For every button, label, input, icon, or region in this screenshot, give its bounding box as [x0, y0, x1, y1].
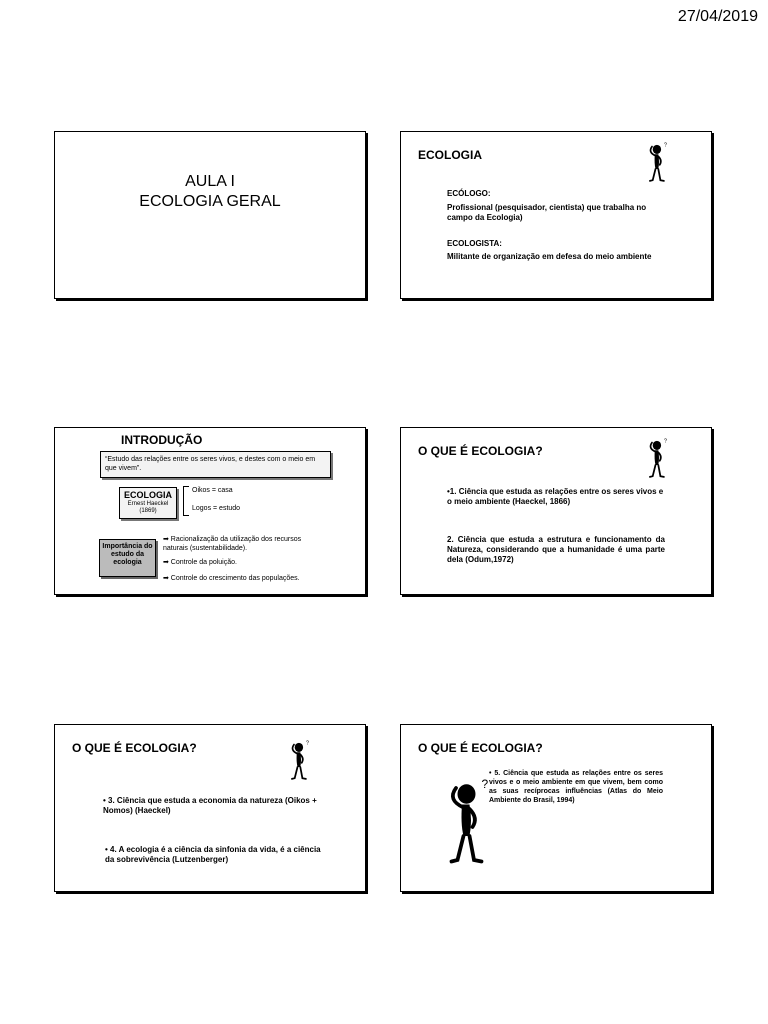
slide-o-que-e-ecologia-2	[54, 724, 366, 892]
slide-heading: ECOLOGIA	[418, 148, 483, 162]
definition-item-4: • 4. A ecologia é a ciência da sinfonia da vida, é a ciência da sobrevivência (Lutzenberger)	[105, 845, 321, 864]
thinking-figure-icon	[287, 735, 315, 785]
slide-heading: O QUE É ECOLOGIA?	[418, 741, 543, 755]
oikos-definition: Oikos = casa	[192, 487, 233, 494]
importance-bullet-1: ➡ Racionalização da utilização dos recursos naturais (sustentabilidade).	[163, 536, 302, 552]
logos-definition: Logos = estudo	[192, 505, 241, 512]
title-line-1: AULA I	[185, 173, 235, 190]
author-name: Ernest Haeckel	[127, 501, 169, 507]
slide-o-que-e-ecologia-1	[400, 427, 712, 595]
ecologo-definition: Profissional (pesquisador, cientista) que trabalha no campo da Ecologia)	[447, 203, 647, 222]
importance-box: Importância do estudo da ecologia	[99, 539, 156, 577]
importance-bullet-3: ➡ Controle do crescimento das populações.	[163, 575, 300, 582]
ecologia-label: ECOLOGIA	[123, 490, 172, 500]
slide-o-que-e-ecologia-3	[400, 724, 712, 892]
definition-item-1: •1. Ciência que estuda as relações entre os seres vivos e o meio ambiente (Haeckel, 1866)	[447, 487, 664, 506]
importance-bullet-2: ➡ Controle da poluição.	[163, 559, 237, 566]
page-date: 27/04/2019	[677, 8, 758, 25]
ecologia-box	[119, 487, 177, 519]
definition-item-3: • 3. Ciência que estuda a economia da natureza (Oikos + Nomos) (Haeckel)	[103, 796, 317, 815]
ecologo-label: ECÓLOGO:	[447, 189, 491, 198]
thinking-figure-icon	[645, 436, 673, 480]
title-line-2: ECOLOGIA GERAL	[139, 193, 281, 210]
definition-item-5: • 5. Ciência que estuda as relações entre os seres vivos e o meio ambiente em que vivem, bem como as suas recíprocas influências (Atlas do Meio Ambiente do Brasil, 1994)	[489, 770, 663, 804]
slide-title	[55, 172, 365, 212]
slide-introducao	[54, 427, 366, 595]
ecologista-definition: Militante de organização em defesa do meio ambiente	[447, 252, 652, 261]
slide-heading: O QUE É ECOLOGIA?	[418, 444, 543, 458]
slide-heading: INTRODUÇÃO	[121, 433, 203, 447]
slide-aula-title	[54, 131, 366, 299]
ecologista-label: ECOLOGISTA:	[447, 239, 502, 248]
thinking-figure-icon	[645, 140, 673, 184]
definition-quote-box: “Estudo das relações entre os seres vivos, e destes com o meio em que vivem”.	[100, 451, 331, 478]
author-year: (1869)	[139, 508, 157, 514]
slide-ecologia	[400, 131, 712, 299]
slide-heading: O QUE É ECOLOGIA?	[72, 741, 197, 755]
definition-item-2: 2. Ciência que estuda a estrutura e funcionamento da Natureza, considerando que a humanidade é uma parte dela (Odum,1972)	[447, 535, 665, 564]
bracket-divider	[183, 486, 189, 516]
